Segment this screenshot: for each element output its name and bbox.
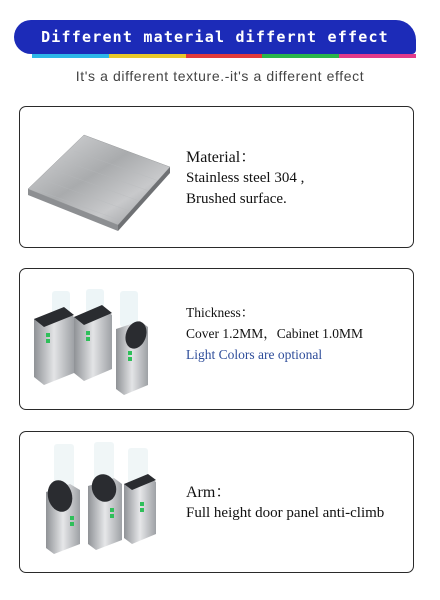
stripe-red <box>186 54 263 58</box>
material-text <box>186 147 304 210</box>
header-banner <box>14 20 416 58</box>
stripe-pink <box>339 54 416 58</box>
thickness-heading: Thickness： <box>186 305 255 320</box>
thickness-card <box>19 268 414 410</box>
brushed-steel-plate-image <box>24 115 174 239</box>
color-stripes <box>32 54 416 58</box>
page-subtitle: It's a different texture.-it's a different effect <box>75 68 365 84</box>
thickness-line-1: Cover 1.2MM，Cabinet 1.0MM <box>186 326 363 341</box>
arm-heading: Arm： <box>186 484 232 501</box>
flap-barrier-turnstiles-image <box>24 277 174 401</box>
arm-card <box>19 431 414 573</box>
light-colors-note: Light Colors are optional <box>186 347 323 362</box>
arm-text <box>186 482 384 524</box>
banner-title: Different material differnt effect <box>41 28 389 46</box>
material-line-1: Stainless steel 304 , <box>186 170 305 186</box>
arm-line-1: Full height door panel anti-climb <box>186 505 385 521</box>
material-heading: Material： <box>186 149 257 166</box>
material-card <box>19 106 414 248</box>
stripe-yellow <box>109 54 186 58</box>
full-height-swing-turnstiles-image <box>24 440 174 564</box>
stripe-cyan <box>32 54 109 58</box>
thickness-text <box>186 302 363 365</box>
stripe-green <box>262 54 339 58</box>
material-line-2: Brushed surface. <box>186 191 287 207</box>
